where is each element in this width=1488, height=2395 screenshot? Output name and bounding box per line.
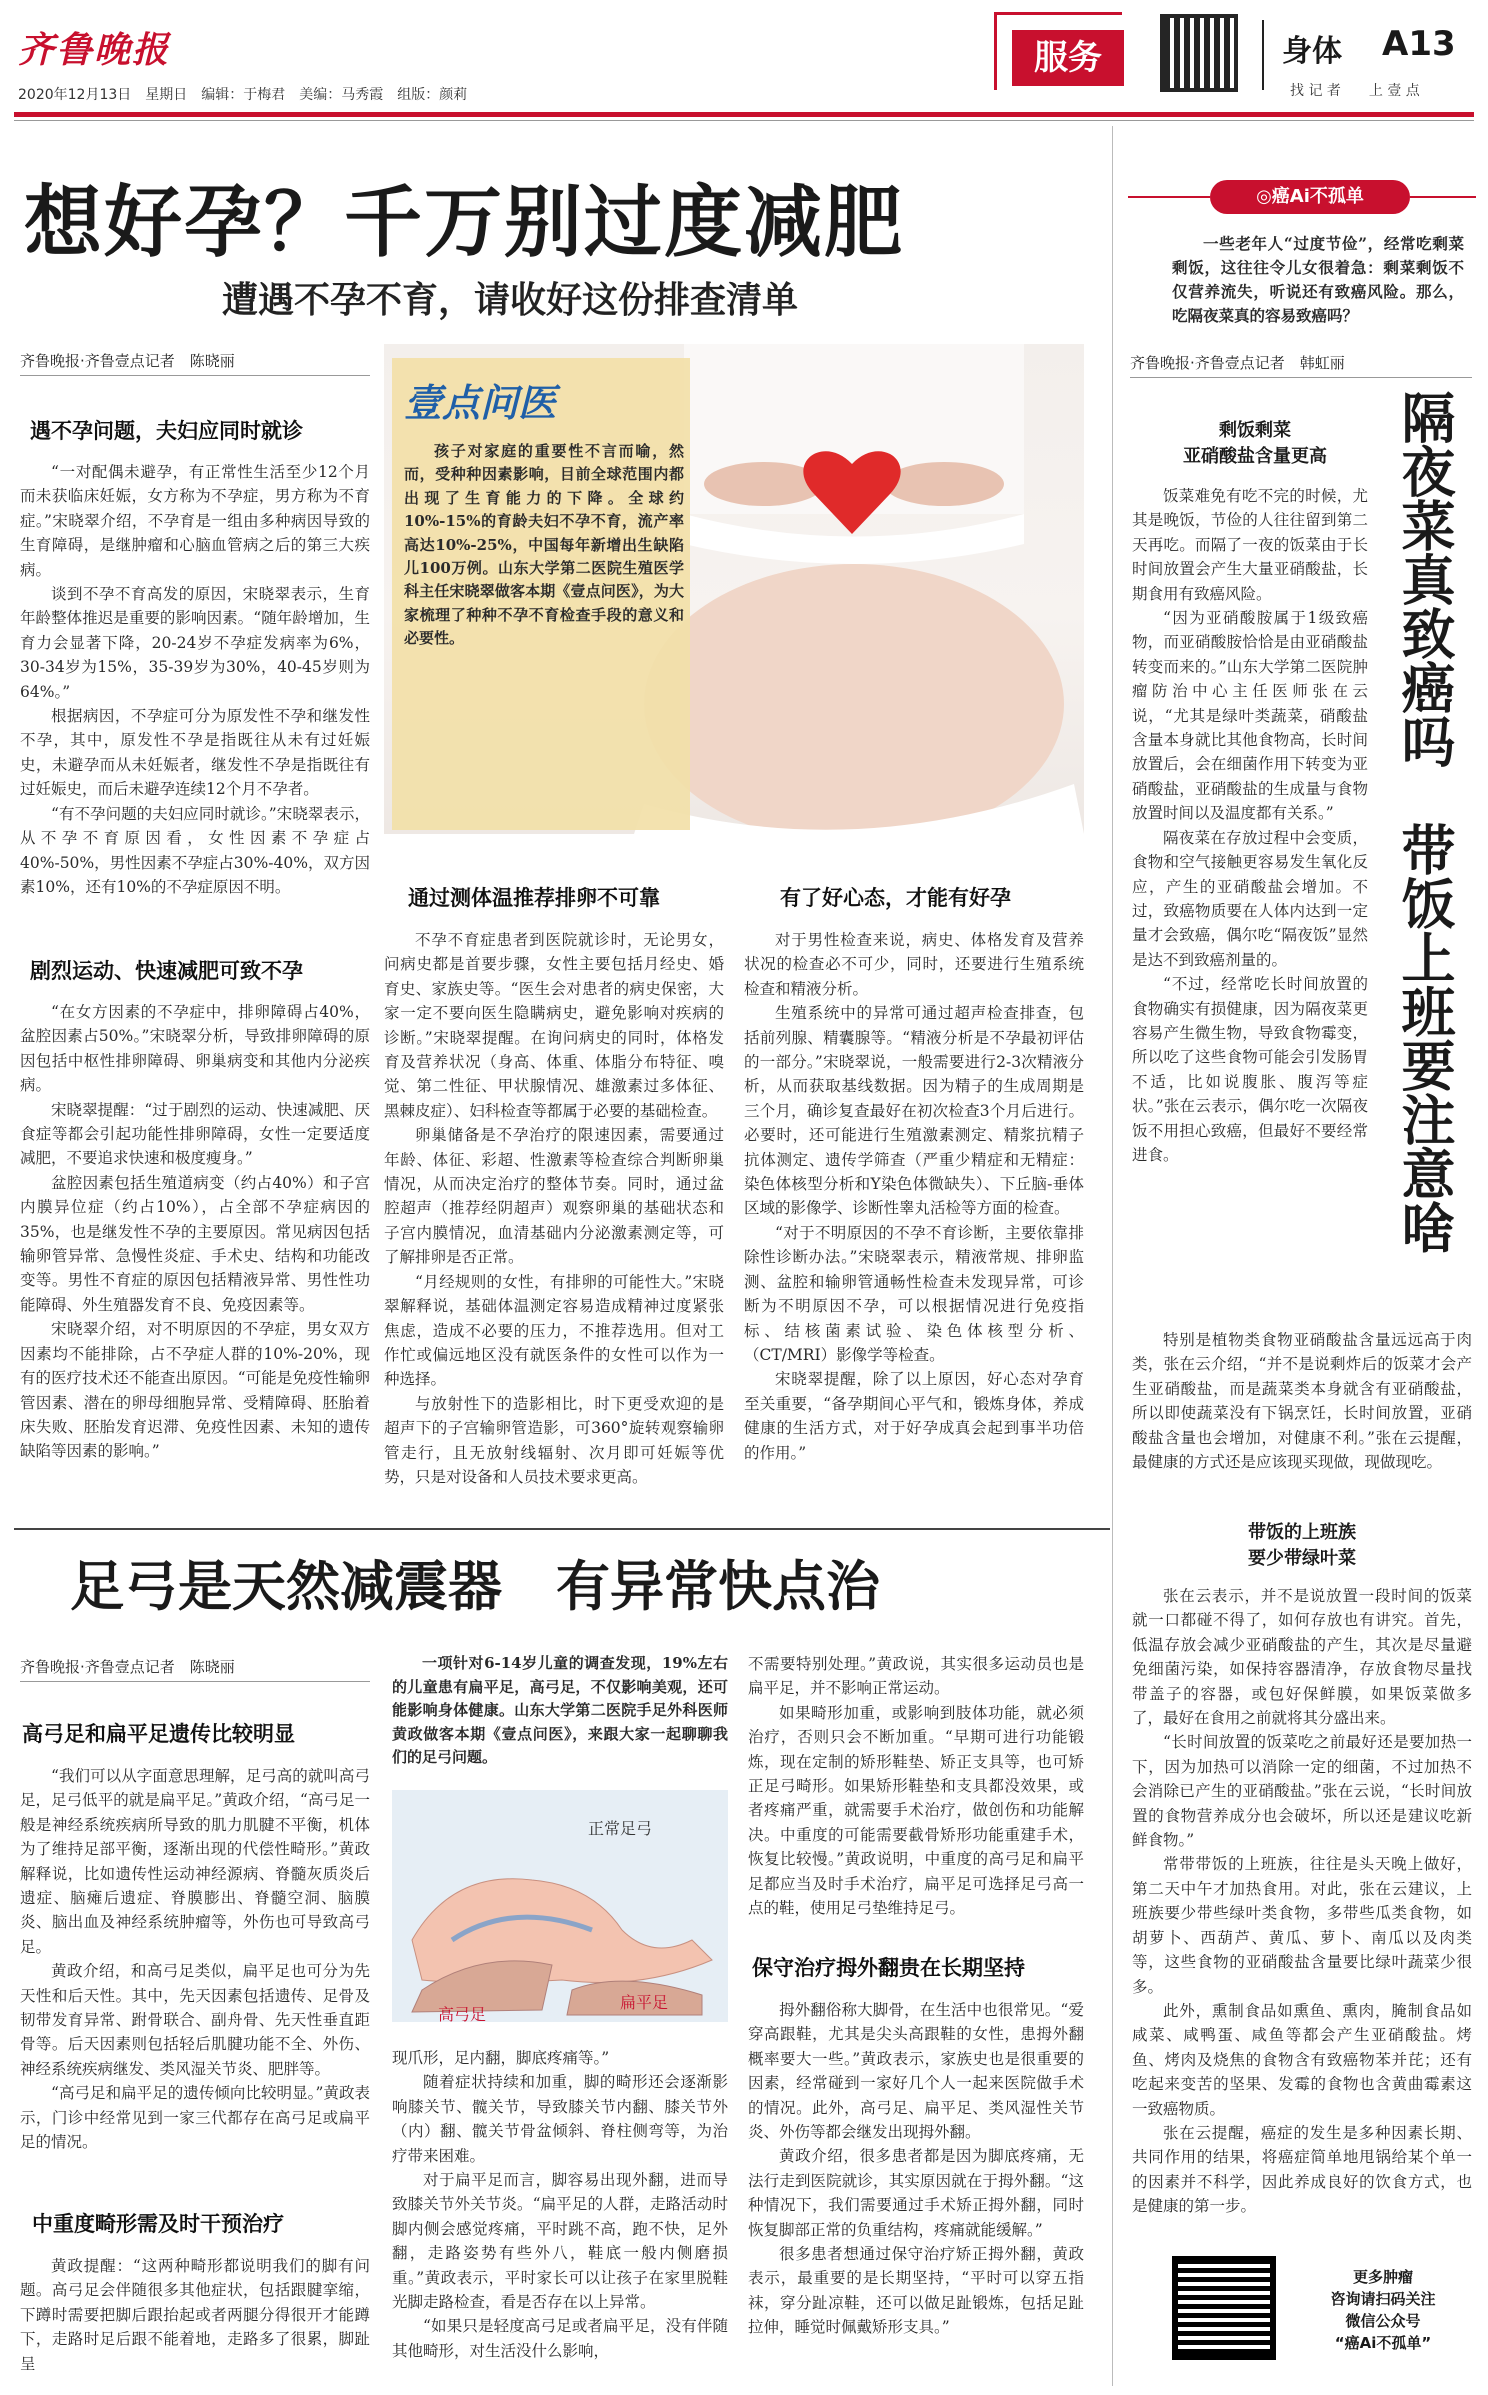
article1-sec4-head: 有了好心态，才能有好孕 <box>780 886 1011 910</box>
sidebar-qr-text: 更多肿瘤 咨询请扫码关注 微信公众号 “癌Ai不孤单” <box>1330 2268 1436 2352</box>
header-rule-thin <box>14 120 1474 121</box>
article2-title: 足弓是天然减震器 有异常快点治 <box>70 1555 880 1618</box>
article2-byline: 齐鲁晚报·齐鲁壹点记者 陈晓丽 <box>20 1656 370 1682</box>
sidebar-sec2-body: 张在云表示，并不是说放置一段时间的饭菜就一口都碰不得了，如何存放也有讲究。首先，低温存放会减少亚硝酸盐的产生，其次是尽量避免细菌污染，如保持容器清净，存放食物尽量找带盖子的容器，或包好保鲜膜，如果饭菜做多了，最好在食用之前就将其分盛出来。 “长时间放置的饭菜吃之前最好还是要加热一下，因为加热可以消除一定的细菌，不过加热不会消除已产生的亚硝酸盐。”张在云说，“长时间放置的食物营养成分也会破坏，所以还是建议吃新鲜食物。” 常带带饭的上班族，往往是头天晚上做好，第二天中午才加热食用。对此，张在云建议，上班族要少带些绿叶类食物，多带些瓜类食物，如胡萝卜、西葫芦、黄瓜、萝卜、南瓜以及肉类等，这些食物的亚硝酸盐含量要比绿叶蔬菜少很多。 此外，熏制食品如熏鱼、熏肉，腌制食品如咸菜、咸鸭蛋、咸鱼等都会产生亚硝酸盐。烤鱼、烤肉及烧焦的食物含有致癌物苯并芘；还有吃起来变苦的坚果、发霉的食物也含黄曲霉素这一致癌物质。 张在云提醒，癌症的发生是多种因素长期、共同作用的结果，将癌症简单地甩锅给某个单一的因素并不科学，因此养成良好的饮食方式，也是健康的第一步。 <box>1132 1587 1472 2216</box>
article1-sec3-head: 通过测体温推荐排卵不可靠 <box>408 886 660 910</box>
article2-sec1-head: 高弓足和扁平足遗传比较明显 <box>22 1722 295 1746</box>
article1-title: 想好孕？千万别过度减肥 <box>24 178 905 268</box>
article2-col3-body: 不需要特别处理。”黄政说，其实很多运动员也是扁平足，并不影响正常运动。 如果畸形加重，或影响到肢体功能，就必须治疗，否则只会不断加重。“早期可进行功能锻炼，现在定制的矫形鞋垫、矫正支具等，也可矫正足弓畸形。如果矫形鞋垫和支具都没效果，或者疼痛严重，就需要手术治疗，做创伤和功能解决。中重度的可能需要截骨矫形功能重建手术，恢复比较慢。”黄政说明，中重度的高弓足和扁平足都应当及时手术治疗，扁平足可选择足弓高一点的鞋，使用足弓垫维持足弓。 <box>748 1655 1084 1918</box>
section-divider <box>1262 20 1264 90</box>
article1-subtitle: 遭遇不孕不育，请收好这份排查清单 <box>222 280 799 321</box>
article2-sec2-head: 中重度畸形需及时干预治疗 <box>32 2212 284 2236</box>
article2-sec3-body: 拇外翻俗称大脚骨，在生活中也很常见。“爱穿高跟鞋，尤其是尖头高跟鞋的女性，患拇外翻概率要大一些。”黄政表示，家族史也是很重要的因素，经常碰到一家好几个人一起来医院做手术的情况。此外，高弓足、扁平足、类风湿性关节炎、外伤等都会继发出现拇外翻。 黄政介绍，很多患者都是因为脚底疼痛，无法行走到医院就诊，其实原因就在于拇外翻。“这种情况下，我们需要通过手术矫正拇外翻，同时恢复脚部正常的负重结构，疼痛就能缓解。” 很多患者想通过保守治疗矫正拇外翻，黄政表示，最重要的是长期坚持，“平时可以穿五指袜，穿分趾凉鞋，还可以做足趾锻炼，包括足趾拉伸，睡觉时佩戴矫形支具。” <box>748 2001 1084 2337</box>
wenyi-tag: 壹点问医 <box>404 381 557 425</box>
sidebar-byline: 齐鲁晚报·齐鲁壹点记者 韩虹丽 <box>1130 352 1472 378</box>
article1-sec1-body: “一对配偶未避孕，有正常性生活至少12个月而未获临床妊娠，女方称为不孕症，男方称为不育症。”宋晓翠介绍，不孕育是一组由多种病因导致的生育障碍，是继肿瘤和心脑血管病之后的第三大疾病。 谈到不孕不育高发的原因，宋晓翠表示，生育年龄整体推迟是重要的影响因素。“随年龄增加，生育力会显著下降，20-24岁不孕症发病率为6%，30-34岁为15%，35-39岁为30%，40-45岁则为64%。” 根据病因，不孕症可分为原发性不孕和继发性不孕，其中，原发性不孕是指既往从未有过妊娠史，未避孕而从未妊娠者，继发性不孕是指既往有过妊娠史，而后未避孕连续12个月不孕者。 “有不孕问题的夫妇应同时就诊。”宋晓翠表示，从不孕不育原因看，女性因素不孕症占40%-50%，男性因素不孕症占30%-40%，双方因素10%，还有10%的不孕症原因不明。 <box>20 463 370 896</box>
article2-intro: 一项针对6-14岁儿童的调查发现，19%左右的儿童患有扁平足，高弓足，不仅影响美观，还可能影响身体健康。山东大学第二医院手足外科医师黄政做客本期《壹点问医》，来跟大家一起聊聊我们的足弓问题。 <box>392 1654 728 1766</box>
sidebar-tag-line <box>1128 196 1210 198</box>
sidebar-intro: 一些老年人“过度节俭”，经常吃剩菜剩饭，这往往令儿女很着急：剩菜剩饭不仅营养流失，听说还有致癌风险。那么，吃隔夜菜真的容易致癌吗？ <box>1172 234 1464 325</box>
sidebar-tag: ◎癌Ai不孤单 <box>1210 180 1410 214</box>
sidebar-sec1-head: 剩饭剩菜 亚硝酸盐含量更高 <box>1183 420 1327 467</box>
section-name: 身体 <box>1282 34 1342 69</box>
sidebar-qr-code <box>1172 2256 1276 2360</box>
article1-sec2-body: “在女方因素的不孕症中，排卵障碍占40%，盆腔因素占50%。”宋晓翠分析，导致排卵障碍的原因包括中枢性排卵障碍、卵巢病变和其他内分泌疾病。 宋晓翠提醒：“过于剧烈的运动、快速减肥、厌食症等都会引起功能性排卵障碍，女性一定要适度减肥，不要追求快速和极度瘦身。” 盆腔因素包括生殖道病变（约占40%）和子宫内膜异位症（约占10%），占全部不孕症病因的35%，也是继发性不孕的主要原因。常见病因包括输卵管异常、急慢性炎症、手术史、结构和功能改变等。男性不育症的原因包括精液异常、男性性功能障碍、外生殖器发育不良、免疫因素等。 宋晓翠介绍，对不明原因的不孕症，男女双方因素均不能排除，占不孕症人群的10%-20%，现有的医疗技术还不能查出原因。“可能是免疫性输卵管因素、潜在的卵母细胞异常、受精障碍、胚胎着床失败、胚胎发育迟滞、免疫性因素、未知的遗传缺陷等因素的影响。” <box>20 1003 370 1461</box>
qr-code-header <box>1160 14 1238 92</box>
article2-sec2-body: 黄政提醒：“这两种畸形都说明我们的脚有问题。高弓足会伴随很多其他症状，包括跟腱挛缩，下蹲时需要把脚后跟抬起或者两腿分得很开才能蹲下，走路时足后跟不能着地，走路多了很累，脚趾呈 <box>20 2257 370 2373</box>
label-normal-arch: 正常足弓 <box>588 1819 653 1838</box>
sidebar-sec2-head: 带饭的上班族 要少带绿叶菜 <box>1248 1522 1356 1569</box>
article-separator <box>14 1528 1110 1530</box>
article1-sec4-body: 对于男性检查来说，病史、体格发育及营养状况的检查必不可少，同时，还要进行生殖系统检查和精液分析。 生殖系统中的异常可通过超声检查排查，包括前列腺、精囊腺等。“精液分析是不孕最初评估的一部分。”宋晓翠说，一般需要进行2-3次精液分析，从而获取基线数据。因为精子的生成周期是三个月，确诊复查最好在初次检查3个月后进行。必要时，还可能进行生殖激素测定、精浆抗精子抗体测定、遗传学筛查（严重少精症和无精症：染色体核型分析和Y染色体微缺失）、下丘脑-垂体区域的影像学、诊断性睾丸活检等方面的检查。 “对于不明原因的不孕不育诊断，主要依靠排除性诊断办法。”宋晓翠表示，精液常规、排卵监测、盆腔和输卵管通畅性检查未发现异常，可诊断为不明原因不孕，可以根据情况进行免疫指标、结核菌素试验、染色体核型分析、（CT/MRI）影像学等检查。 宋晓翠提醒，除了以上原因，好心态对孕育至关重要，“备孕期间心平气和，锻炼身体，养成健康的生活方式，对于好孕成真会起到事半功倍的作用。” <box>744 931 1084 1462</box>
article2-col2-body: 现爪形，足内翻，脚底疼痛等。” 随着症状持续和加重，脚的畸形还会逐渐影响膝关节、髋关节，导致膝关节内翻、膝关节外（内）翻、髋关节骨盆倾斜、脊柱侧弯等，为治疗带来困难。 对于扁平足而言，脚容易出现外翻，进而导致膝关节外关节炎。“扁平足的人群，走路活动时脚内侧会感觉疼痛，平时跳不高，跑不快，足外翻，走路姿势有些外八，鞋底一般内侧磨损重。”黄政表示，平时家长可以让孩子在家里脱鞋光脚走路检查，看是否存在以上异常。 “如果只是轻度高弓足或者扁平足，没有伴随其他畸形，对生活没什么影响， <box>392 2049 728 2360</box>
wenyi-text: 孩子对家庭的重要性不言而喻，然而，受种种因素影响，目前全球范围内都出现了生育能力的下降。全球约10%-15%的育龄夫妇不孕不育，流产率高达10%-25%，中国每年新增出生缺陷儿100万例。山东大学第二医院生殖医学科主任宋晓翠做客本期《壹点问医》，为大家梳理了种种不孕不育检查手段的意义和必要性。 <box>404 442 684 648</box>
service-label: 服务 <box>1012 30 1124 86</box>
article1-sec1-head: 遇不孕问题，夫妇应同时就诊 <box>30 419 303 443</box>
foot-arch-illustration <box>392 1790 728 2022</box>
foot-diagram <box>392 1790 728 2022</box>
article1-sec3-body: 不孕不育症患者到医院就诊时，无论男女，问病史都是首要步骤，女性主要包括月经史、婚育史、家族史等。“医生会对患者的病史保密，大家一定不要向医生隐瞒病史，避免影响对疾病的诊断。”宋晓翠提醒。在询问病史的同时，体格发育及营养状况（身高、体重、体脂分布特征、嗅觉、第二性征、甲状腺情况、雄激素过多体征、黑棘皮症）、妇科检查等都属于必要的基础检查。 卵巢储备是不孕治疗的限速因素，需要通过年龄、体征、彩超、性激素等检查综合判断卵巢情况，从而决定治疗的整体节奏。同时，通过盆腔超声（推荐经阴超声）观察卵巢的基础状态和子宫内膜情况，血清基础内分泌激素测定等，可了解排卵是否正常。 “月经规则的女性，有排卵的可能性大。”宋晓翠解释说，基础体温测定容易造成精神过度紧张焦虑，造成不必要的压力，不推荐选用。但对工作忙或偏远地区没有就医条件的女性可以作为一种选择。 与放射性下的造影相比，时下更受欢迎的是超声下的子宫输卵管造影，可360°旋转观察输卵管走行，且无放射线辐射、次月即可妊娠等优势，只是对设备和人员技术要求更高。 <box>384 931 724 1486</box>
sidebar-sec1-narrow: 饭菜难免有吃不完的时候，尤其是晚饭，节俭的人往往留到第二天再吃。而隔了一夜的饭菜由于长时间放置会产生大量亚硝酸盐，长期食用有致癌风险。 “因为亚硝酸胺属于1级致癌物，而亚硝酸胺恰恰是由亚硝酸盐转变而来的。”山东大学第二医院肿瘤防治中心主任医师张在云说，“尤其是绿叶类蔬菜，硝酸盐含量本身就比其他食物高，长时间放置后，会在细菌作用下转变为亚硝酸盐，亚硝酸盐的生成量与食物放置时间以及温度都有关系。” 隔夜菜在存放过程中会变质，食物和空气接触更容易发生氧化反应，产生的亚硝酸盐会增加。不过，致癌物质要在人体内达到一定量才会致癌，偶尔吃“隔夜饭”显然是达不到致癌剂量的。 “不过，经常吃长时间放置的食物确实有损健康，因为隔夜菜更容易产生微生物，导致食物霉变，所以吃了这些食物可能会引发肠胃不适，比如说腹胀、腹泻等症状。”张在云表示，偶尔吃一次隔夜饭不用担心致癌，但最好不要经常进食。 <box>1132 487 1368 1164</box>
header-rule <box>14 112 1474 117</box>
label-flat-foot: 扁平足 <box>620 1993 669 2012</box>
article1-sec2-head: 剧烈运动、快速减肥可致不孕 <box>30 959 303 983</box>
sidebar-tag-line-right <box>1410 196 1476 198</box>
label-high-arch: 高弓足 <box>438 2005 487 2024</box>
article1-byline: 齐鲁晚报·齐鲁壹点记者 陈晓丽 <box>20 350 370 376</box>
reporter-line: 找 记 者 上 壹 点 <box>1290 83 1420 99</box>
date-line: 2020年12月13日 星期日 编辑：于梅君 美编：马秀霞 组版：颜莉 <box>18 87 468 103</box>
article2-sec3-head: 保守治疗拇外翻贵在长期坚持 <box>752 1956 1025 1980</box>
article2-sec1-body: “我们可以从字面意思理解，足弓高的就叫高弓足，足弓低平的就是扁平足。”黄政介绍，“高弓足一般是神经系统疾病所导致的肌力肌腱不平衡，机体为了维持足部平衡，逐渐出现的代偿性畸形。”黄政解释说，比如遗传性运动神经源病、脊髓灰质炎后遗症、脑瘫后遗症、脊膜膨出、脊髓空洞、脑膜炎、脑出血及神经系统肿瘤等，外伤也可导致高弓足。 黄政介绍，和高弓足类似，扁平足也可分为先天性和后天性。其中，先天因素包括遗传、足骨及韧带发育异常、跗骨联合、副舟骨、先天性垂直距骨等。后天因素则包括轻后肌腱功能不全、外伤、神经系统疾病继发、类风湿关节炎、肥胖等。 “高弓足和扁平足的遗传倾向比较明显。”黄政表示，门诊中经常见到一家三代都存在高弓足或扁平足的情况。 <box>20 1767 370 2152</box>
sidebar-sec1-wide: 特别是植物类食物亚硝酸盐含量远远高于肉类，张在云介绍，“并不是说剩炸后的饭菜才会产生亚硝酸盐，而是蔬菜类本身就含有亚硝酸盐，所以即使蔬菜没有下锅烹饪，长时间放置，亚硝酸盐含量也会增加，对健康不利。”张在云提醒，最健康的方式还是应该现买现做，现做现吃。 <box>1132 1331 1472 1472</box>
masthead-logo: 齐鲁晚报 <box>18 29 171 71</box>
sidebar-title: 隔夜菜真致癌吗 带饭上班要注意啥 <box>1393 390 1456 1254</box>
page-number: A13 <box>1382 24 1456 64</box>
sidebar-divider <box>1112 126 1113 2386</box>
